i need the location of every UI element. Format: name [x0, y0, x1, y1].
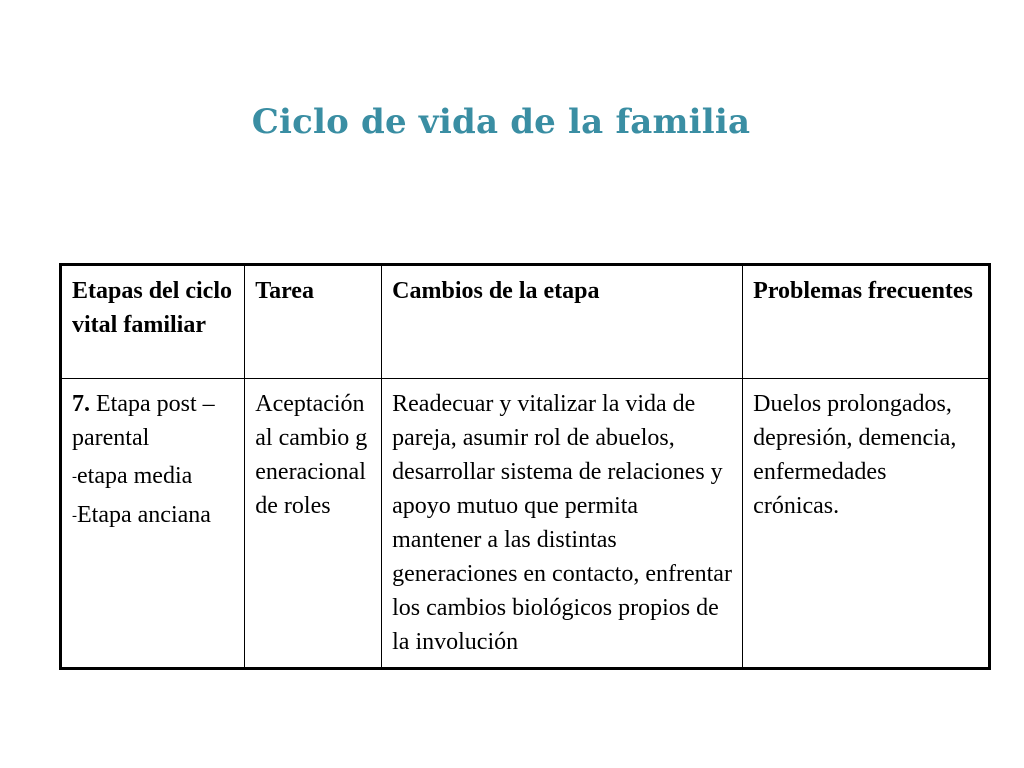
cell-stage [61, 379, 245, 669]
stages-table [59, 263, 991, 670]
cell-problems: Duelos prolongados, depresión, demencia, enfermedades crónicas. [743, 379, 990, 669]
substage-anciana [72, 498, 234, 533]
header-changes: Cambios de la etapa [382, 265, 743, 379]
substage-media [72, 459, 234, 494]
stage-name: Etapa post – parental [72, 391, 215, 451]
substage-anciana-label: Etapa anciana [77, 502, 211, 528]
substage-media-label: etapa media [77, 463, 193, 489]
cell-task: Aceptación al cambio generacional de roles [245, 379, 382, 669]
cell-changes: Readecuar y vitalizar la vida de pareja, asumir rol de abuelos, desarrollar sistema de relaciones y apoyo mutuo que permita mantener a las distintas generaciones en contacto, enfrentar los cambios biológicos propios de la involución [382, 379, 743, 669]
stage-number: 7. [72, 391, 90, 417]
table-header-row [61, 265, 990, 379]
slide-title: Ciclo de vida de la familia [251, 102, 751, 142]
header-task: Tarea [245, 265, 382, 379]
header-problems: Problemas frecuentes [743, 265, 990, 379]
table-row [61, 379, 990, 669]
dash-bullet: - [72, 469, 77, 485]
header-stages: Etapas del ciclo vital familiar [61, 265, 245, 379]
dash-bullet: - [72, 508, 77, 524]
